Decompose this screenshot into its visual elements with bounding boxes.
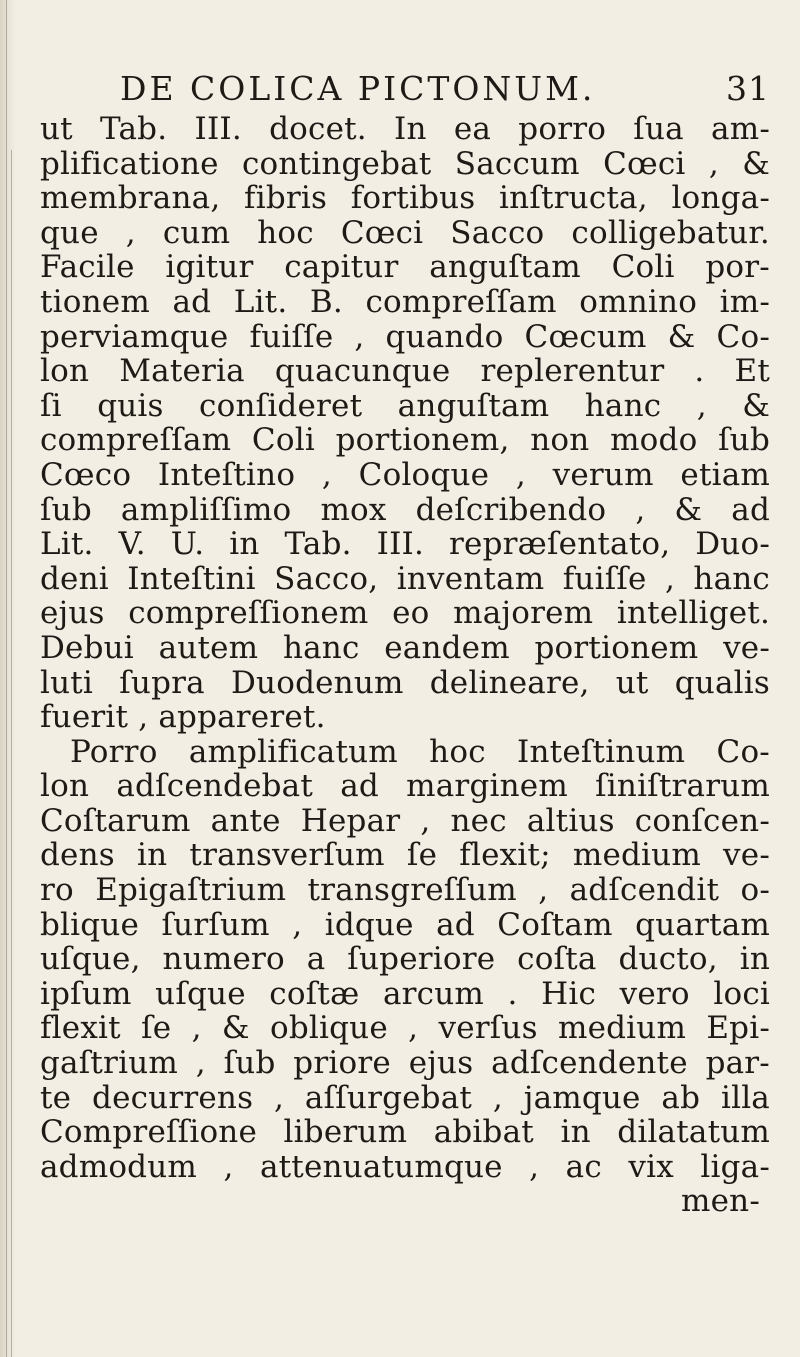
body-text	[40, 112, 770, 1219]
text-line: fuerit , appareret.	[40, 699, 326, 736]
text-line: ejus compreſſionem eo majorem intelliget.	[40, 595, 770, 632]
text-line: admodum , attenuatumque , ac vix liga-	[40, 1148, 770, 1185]
text-line: Lit. V. U. in Tab. III. repræſentato, Duo-	[40, 526, 770, 563]
running-header	[120, 64, 780, 114]
text-line: Coſtarum ante Hepar , nec altius conſcen-	[40, 802, 770, 839]
text-line: ſi quis conſideret anguſtam hanc , &	[40, 387, 770, 424]
text-line: Compreſſione liberum abibat in dilatatum	[40, 1114, 770, 1151]
text-line: deni Inteſtini Sacco, inventam fuiſſe , hanc	[40, 560, 770, 597]
page-edge	[0, 0, 16, 1357]
text-line: membrana, fibris fortibus inſtructa, longa-	[40, 180, 770, 217]
text-line: gaſtrium , ſub priore ejus adſcendente par-	[40, 1045, 770, 1082]
text-line: ſub ampliſſimo mox deſcribendo , & ad	[40, 491, 770, 528]
text-line: perviamque fuiſſe , quando Cœcum & Co-	[40, 318, 770, 355]
text-line: luti ſupra Duodenum delineare, ut qualis	[40, 664, 770, 701]
gutter-line	[6, 0, 7, 1357]
text-line: Debui autem hanc eandem portionem ve-	[40, 629, 770, 666]
page-number: 31	[726, 69, 770, 108]
text-line: flexit ſe , & oblique , verſus medium Epi-	[40, 1010, 770, 1047]
text-line: ro Epigaſtrium transgreſſum , adſcendit o-	[40, 872, 770, 909]
text-line: lon adſcendebat ad marginem ſiniſtrarum	[40, 768, 770, 805]
running-title: DE COLICA PICTONUM.	[120, 69, 596, 108]
text-line: ut Tab. III. docet. In ea porro ſua am-	[40, 111, 770, 147]
text-line: Facile igitur capitur anguſtam Coli por-	[40, 249, 770, 286]
text-line: dens in transverſum ſe flexit; medium ve-	[40, 837, 770, 874]
text-line: tionem ad Lit. B. compreſſam omnino im-	[40, 283, 770, 320]
text-line: lon Materia quacunque replerentur . Et	[40, 353, 770, 390]
text-line: que , cum hoc Cœci Sacco colligebatur.	[40, 214, 770, 251]
text-line: te decurrens , aſſurgebat , jamque ab illa	[40, 1079, 770, 1116]
text-line: compreſſam Coli portionem, non modo ſub	[40, 422, 770, 459]
text-line: ipſum uſque coſtæ arcum . Hic vero loci	[40, 975, 770, 1012]
text-line: blique ſurſum , idque ad Coſtam quartam	[40, 906, 770, 943]
text-line: Cœco Inteſtino , Coloque , verum etiam	[40, 456, 770, 493]
catchword: men-	[681, 1183, 760, 1220]
text-line: uſque, numero a ſuperiore coſta ducto, in	[40, 941, 770, 978]
gutter-line-inner	[11, 150, 12, 1357]
text-line: plificatione contingebat Saccum Cœci , &	[40, 145, 770, 182]
paragraph-first-line: Porro amplificatum hoc Inteſtinum Co-	[70, 733, 770, 770]
